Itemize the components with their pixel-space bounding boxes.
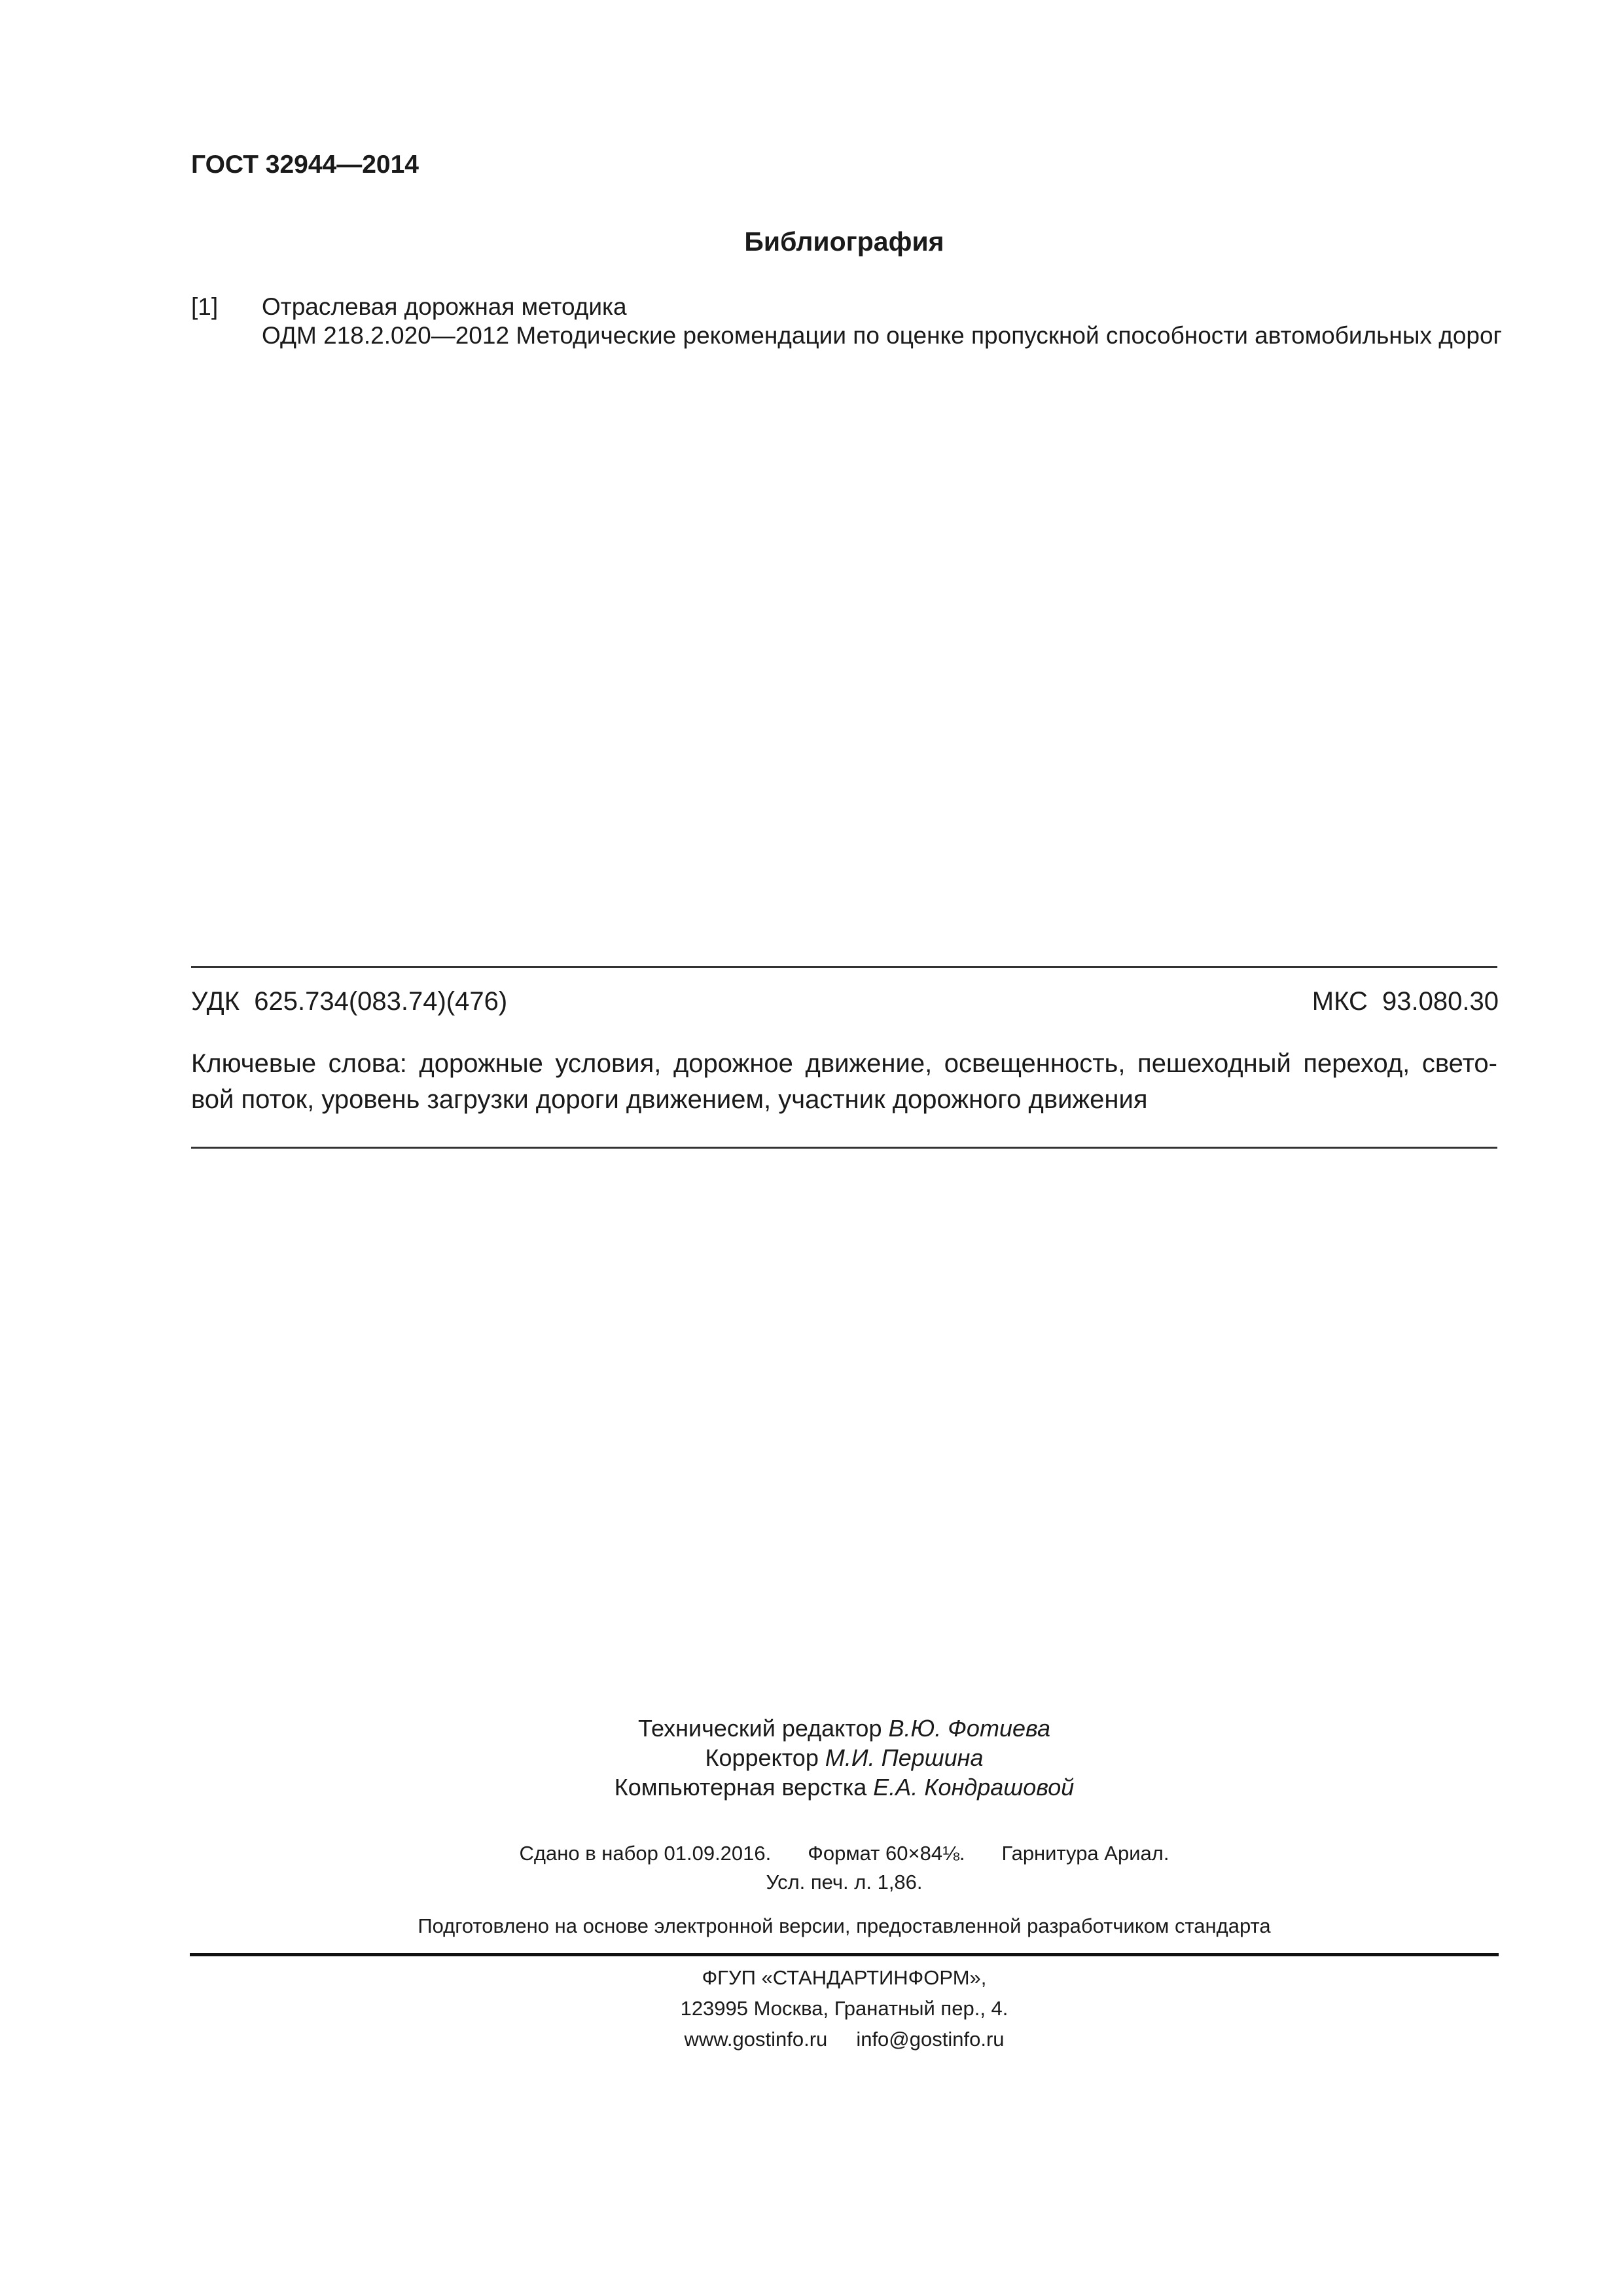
bibliography-title: Библиография — [744, 226, 944, 257]
print-info — [0, 1839, 1623, 1897]
divider-bottom — [191, 1147, 1497, 1149]
udk-code: УДК 625.734(083.74)(476) — [191, 987, 508, 1016]
corrector-credit — [0, 1743, 1623, 1772]
publisher-info — [0, 1962, 1623, 2054]
prepared-note: Подготовлено на основе электронной версии, предоставленной разработчиком стандарта — [418, 1914, 1271, 1937]
keywords-line-1: Ключевые слова: дорожные условия, дорожное движение, освещенность, пешеходный переход, свето- — [191, 1049, 1497, 1078]
editorial-credits — [0, 1713, 1623, 1802]
reference-number: [1] — [191, 293, 219, 320]
printed-sheets: Усл. печ. л. 1,86. — [766, 1871, 923, 1893]
reference-title: Отраслевая дорожная методика — [262, 293, 627, 320]
corrector-name: М.И. Першина — [825, 1744, 984, 1771]
typeface: Гарнитура Ариал. — [1001, 1842, 1169, 1865]
paper-format: Формат 60×84⅛. — [808, 1842, 965, 1865]
publisher-website[interactable]: www.gostinfo.ru — [684, 2028, 828, 2051]
reference-description: ОДМ 218.2.020—2012 Методические рекомендации по оценке пропускной способности автомобильных дорог — [262, 322, 1503, 349]
layout-name: Е.А. Кондрашовой — [873, 1774, 1075, 1801]
corrector-label: Корректор — [705, 1744, 819, 1771]
submitted-date: Сдано в набор 01.09.2016. — [519, 1842, 772, 1865]
publisher-name: ФГУП «СТАНДАРТИНФОРМ», — [702, 1966, 987, 1989]
divider-top — [191, 966, 1497, 968]
divider-publisher — [190, 1953, 1499, 1956]
keywords — [191, 1046, 1497, 1118]
standard-code: ГОСТ 32944—2014 — [191, 151, 419, 179]
publisher-address: 123995 Москва, Гранатный пер., 4. — [680, 1997, 1008, 2020]
tech-editor-name: В.Ю. Фотиева — [888, 1715, 1051, 1742]
tech-editor-credit — [0, 1713, 1623, 1743]
publisher-email[interactable]: info@gostinfo.ru — [856, 2028, 1005, 2051]
layout-credit — [0, 1772, 1623, 1802]
keywords-line-2: вой поток, уровень загрузки дороги движением, участник дорожного движения — [191, 1085, 1148, 1114]
mks-code: МКС 93.080.30 — [1311, 987, 1499, 1016]
layout-label: Компьютерная верстка — [614, 1774, 867, 1801]
tech-editor-label: Технический редактор — [637, 1715, 882, 1742]
